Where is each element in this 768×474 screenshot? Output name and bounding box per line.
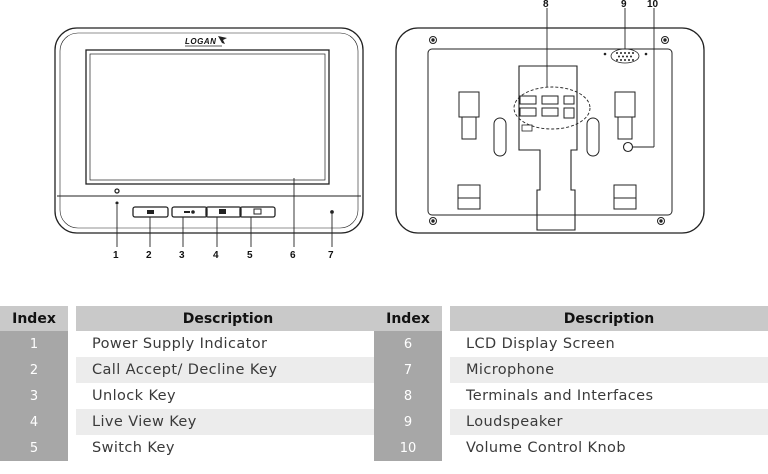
row-index: 1 bbox=[0, 331, 68, 357]
row-description: Loudspeaker bbox=[450, 409, 768, 435]
row-description: Terminals and Interfaces bbox=[450, 383, 768, 409]
row-description: Unlock Key bbox=[76, 383, 380, 409]
callout-5: 5 bbox=[247, 250, 253, 261]
back-housing bbox=[396, 28, 704, 233]
row-description: Power Supply Indicator bbox=[76, 331, 380, 357]
table-row bbox=[0, 331, 380, 357]
table-row bbox=[0, 383, 380, 409]
table-row bbox=[374, 383, 768, 409]
callout-8: 8 bbox=[543, 0, 549, 10]
description-header: Description bbox=[76, 306, 380, 331]
row-description: LCD Display Screen bbox=[450, 331, 768, 357]
back-callout-labels bbox=[543, 0, 659, 10]
power-indicator bbox=[115, 189, 119, 193]
row-description: Volume Control Knob bbox=[450, 435, 768, 461]
table-row bbox=[0, 409, 380, 435]
brand-logo bbox=[185, 36, 227, 46]
legend-table-left bbox=[0, 306, 380, 461]
row-index: 10 bbox=[374, 435, 442, 461]
front-callout-labels bbox=[113, 250, 334, 261]
table-row bbox=[0, 435, 380, 461]
row-index: 3 bbox=[0, 383, 68, 409]
row-index: 2 bbox=[0, 357, 68, 383]
row-description: Microphone bbox=[450, 357, 768, 383]
callout-1: 1 bbox=[113, 250, 119, 261]
table-row bbox=[374, 357, 768, 383]
front-housing bbox=[55, 28, 363, 233]
mounting-plate bbox=[519, 66, 577, 230]
callout-2: 2 bbox=[146, 250, 152, 261]
table-row bbox=[374, 409, 768, 435]
row-index: 9 bbox=[374, 409, 442, 435]
index-header: Index bbox=[0, 306, 68, 331]
legend-table-right bbox=[374, 306, 768, 461]
row-index: 5 bbox=[0, 435, 68, 461]
description-header: Description bbox=[450, 306, 768, 331]
index-header: Index bbox=[374, 306, 442, 331]
table-row bbox=[374, 331, 768, 357]
row-description: Switch Key bbox=[76, 435, 380, 461]
row-description: Live View Key bbox=[76, 409, 380, 435]
callout-9: 9 bbox=[621, 0, 627, 10]
callout-3: 3 bbox=[179, 250, 185, 261]
callout-7: 7 bbox=[328, 250, 334, 261]
volume-knob bbox=[624, 143, 633, 152]
svg-text:LOGAN: LOGAN bbox=[185, 37, 217, 46]
microphone-hole bbox=[331, 211, 333, 213]
row-index: 4 bbox=[0, 409, 68, 435]
monitor-front-view bbox=[55, 28, 363, 247]
row-index: 6 bbox=[374, 331, 442, 357]
lcd-screen-frame bbox=[86, 50, 329, 184]
table-row bbox=[0, 357, 380, 383]
row-index: 7 bbox=[374, 357, 442, 383]
table-row bbox=[374, 435, 768, 461]
row-description: Call Accept/ Decline Key bbox=[76, 357, 380, 383]
row-index: 8 bbox=[374, 383, 442, 409]
callout-6: 6 bbox=[290, 250, 296, 261]
callout-4: 4 bbox=[213, 250, 219, 261]
callout-10: 10 bbox=[647, 0, 659, 10]
monitor-back-view bbox=[396, 8, 704, 233]
